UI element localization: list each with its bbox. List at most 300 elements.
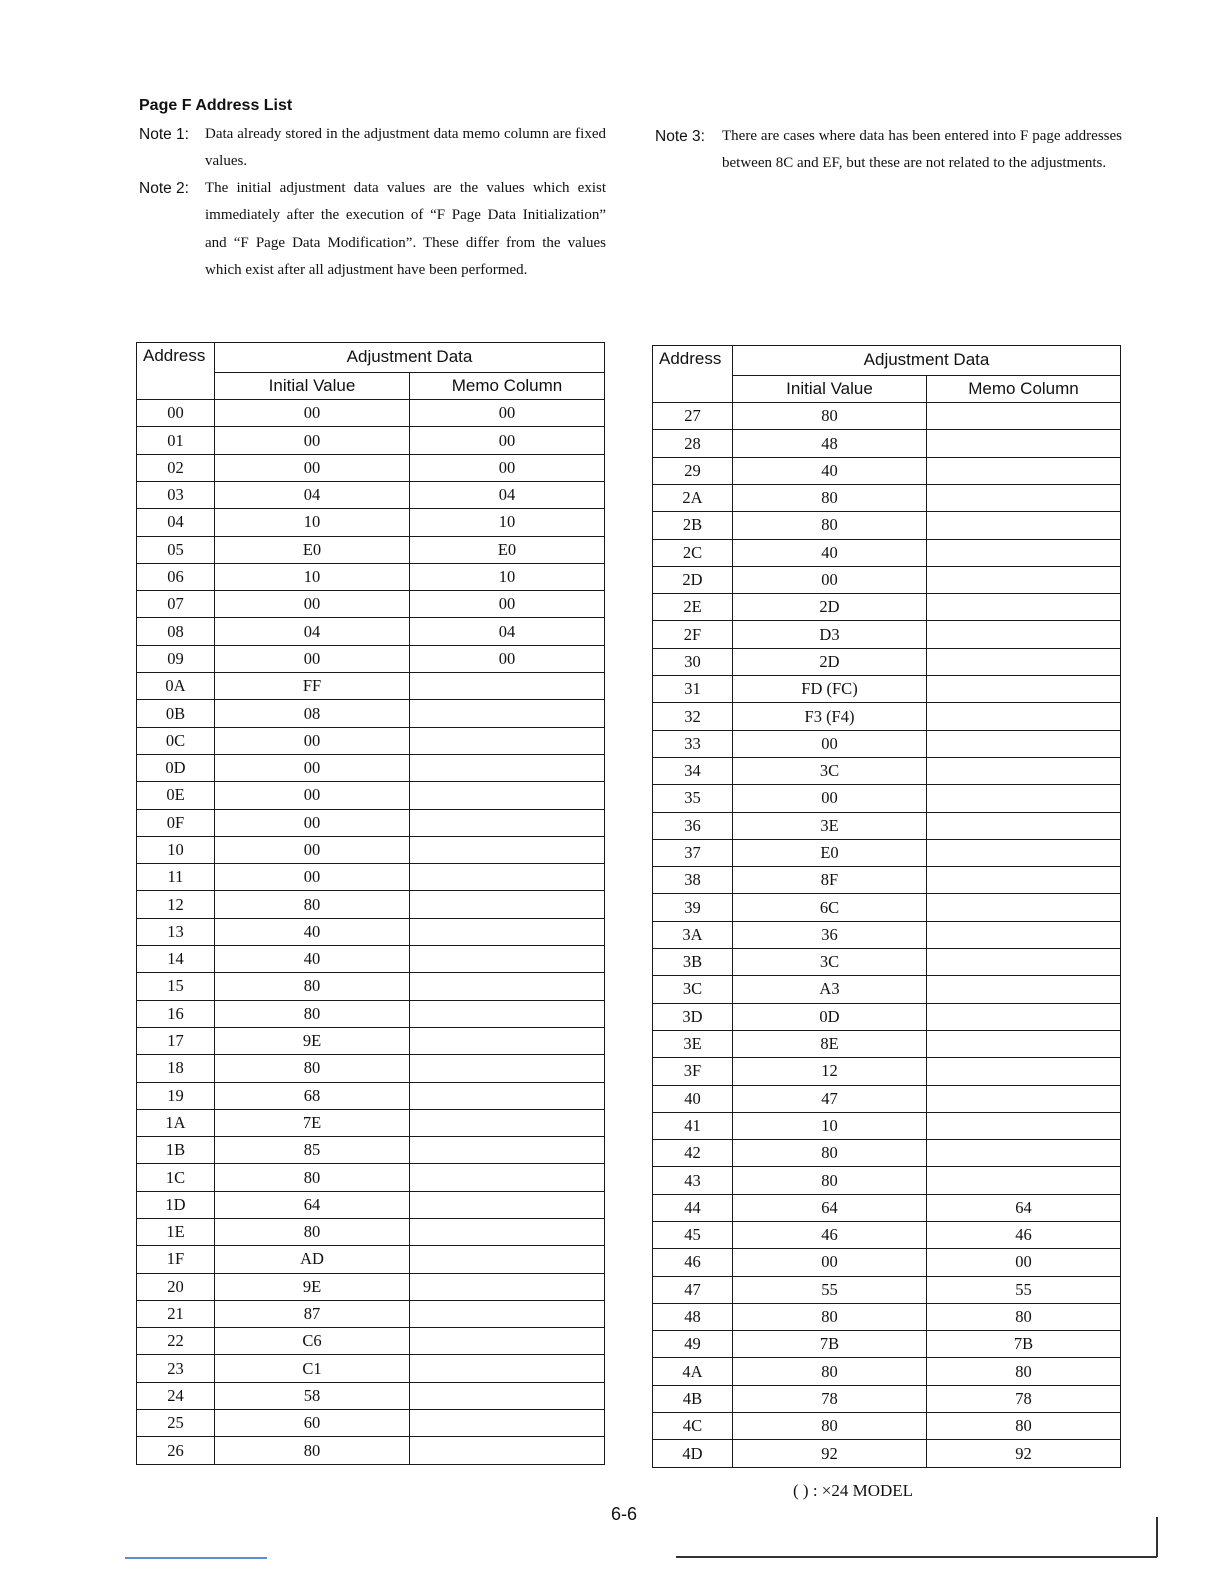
memo-cell [410,836,605,863]
memo-cell [927,594,1121,621]
initial-value-cell: 55 [733,1276,927,1303]
table-row [653,457,1121,484]
address-cell: 18 [137,1055,215,1082]
address-cell: 28 [653,430,733,457]
table-row [653,976,1121,1003]
memo-cell [410,1109,605,1136]
memo-cell [410,1137,605,1164]
address-header: Address [137,343,215,373]
address-cell: 0A [137,673,215,700]
table-row [653,867,1121,894]
address-table-left [136,342,605,1465]
memo-cell [927,839,1121,866]
memo-cell [410,891,605,918]
memo-cell: 92 [927,1440,1121,1467]
address-cell: 17 [137,1027,215,1054]
address-cell: 2B [653,512,733,539]
table-row [137,727,605,754]
initial-value-cell: FD (FC) [733,676,927,703]
initial-value-cell: 64 [733,1194,927,1221]
table-row [137,563,605,590]
memo-cell [927,894,1121,921]
initial-value-cell: 00 [733,785,927,812]
initial-value-cell: 80 [733,403,927,430]
memo-cell [927,566,1121,593]
initial-value-cell: 7E [215,1109,410,1136]
note-label: Note 1: [139,126,189,143]
memo-cell: 80 [927,1303,1121,1330]
initial-value-header: Initial Value [733,375,927,402]
address-cell: 46 [653,1249,733,1276]
address-cell: 2F [653,621,733,648]
table-row [653,430,1121,457]
table-row [653,1413,1121,1440]
table-row [137,946,605,973]
table-row [653,1167,1121,1194]
initial-value-cell: E0 [733,839,927,866]
address-cell: 45 [653,1222,733,1249]
address-cell: 08 [137,618,215,645]
address-header: Address [653,346,733,376]
address-cell: 07 [137,591,215,618]
memo-cell: 64 [927,1194,1121,1221]
address-cell: 34 [653,757,733,784]
initial-value-cell: 40 [215,918,410,945]
address-cell: 0F [137,809,215,836]
address-cell: 03 [137,481,215,508]
initial-value-cell: 00 [733,1249,927,1276]
scan-artifact-line [125,1557,267,1559]
table-row [137,618,605,645]
initial-value-cell: 80 [215,1219,410,1246]
initial-value-cell: FF [215,673,410,700]
memo-cell [927,812,1121,839]
address-cell: 10 [137,836,215,863]
table-row [653,757,1121,784]
initial-value-cell: 80 [733,1413,927,1440]
memo-cell [410,700,605,727]
table-row [653,1358,1121,1385]
address-cell: 30 [653,648,733,675]
address-cell: 22 [137,1328,215,1355]
memo-cell [410,1055,605,1082]
table-row [653,676,1121,703]
initial-value-cell: 00 [215,591,410,618]
memo-column-header: Memo Column [927,375,1121,402]
memo-cell [927,484,1121,511]
address-cell: 36 [653,812,733,839]
address-cell: 0E [137,782,215,809]
address-cell: 16 [137,1000,215,1027]
initial-value-cell: 10 [215,509,410,536]
initial-value-cell: 40 [733,539,927,566]
address-cell: 38 [653,867,733,894]
memo-cell [927,1167,1121,1194]
table-row [137,1246,605,1273]
table-row [653,1276,1121,1303]
initial-value-cell: 92 [733,1440,927,1467]
table-row [653,949,1121,976]
table-row [653,1003,1121,1030]
initial-value-cell: 9E [215,1273,410,1300]
table-row [653,512,1121,539]
table-row [137,1027,605,1054]
table-row [137,481,605,508]
table-row [653,621,1121,648]
address-cell: 35 [653,785,733,812]
initial-value-cell: 00 [215,782,410,809]
initial-value-cell: F3 (F4) [733,703,927,730]
memo-cell [410,809,605,836]
initial-value-cell: D3 [733,621,927,648]
initial-value-cell: 80 [733,1140,927,1167]
table-row [653,921,1121,948]
table-row [653,539,1121,566]
initial-value-cell: 80 [215,891,410,918]
memo-cell [927,676,1121,703]
memo-cell: 46 [927,1222,1121,1249]
memo-cell: 00 [410,427,605,454]
note-text: There are cases where data has been entered into F page addresses between 8C and EF, but these are not related to the adjustments. [722,128,1122,172]
table-row [137,591,605,618]
initial-value-cell: 40 [215,946,410,973]
memo-cell: 00 [410,591,605,618]
memo-cell [927,1112,1121,1139]
memo-cell [410,1219,605,1246]
initial-value-cell: 00 [215,645,410,672]
memo-cell: 80 [927,1358,1121,1385]
initial-value-cell: 40 [733,457,927,484]
memo-cell [927,1085,1121,1112]
memo-cell [410,973,605,1000]
table-row [653,894,1121,921]
table-row [653,730,1121,757]
memo-cell: E0 [410,536,605,563]
initial-value-cell: 80 [733,512,927,539]
table-row [137,427,605,454]
initial-value-cell: 04 [215,618,410,645]
memo-cell [927,976,1121,1003]
address-cell: 49 [653,1331,733,1358]
memo-cell [410,673,605,700]
memo-cell [410,1300,605,1327]
address-cell: 42 [653,1140,733,1167]
initial-value-header: Initial Value [215,372,410,399]
table-row [137,645,605,672]
initial-value-cell: 08 [215,700,410,727]
table-row [137,864,605,891]
memo-cell: 04 [410,481,605,508]
memo-cell [410,918,605,945]
memo-cell [927,785,1121,812]
memo-cell [410,1328,605,1355]
initial-value-cell: 48 [733,430,927,457]
initial-value-cell: 80 [215,973,410,1000]
address-cell: 12 [137,891,215,918]
note-1 [139,121,606,176]
address-cell: 2C [653,539,733,566]
table-row [137,1000,605,1027]
memo-cell [410,1027,605,1054]
initial-value-cell: 58 [215,1382,410,1409]
address-cell: 1F [137,1246,215,1273]
table-row [137,918,605,945]
memo-cell [927,949,1121,976]
address-cell: 11 [137,864,215,891]
memo-cell [410,782,605,809]
initial-value-cell: 68 [215,1082,410,1109]
initial-value-cell: 9E [215,1027,410,1054]
initial-value-cell: 80 [733,1358,927,1385]
table-row [653,1030,1121,1057]
memo-cell [927,730,1121,757]
address-cell: 14 [137,946,215,973]
table-row [653,566,1121,593]
memo-cell [410,1382,605,1409]
memo-cell [927,1058,1121,1085]
memo-cell [927,703,1121,730]
initial-value-cell: 8F [733,867,927,894]
initial-value-cell: 80 [733,1303,927,1330]
page-number: 6-6 [611,1504,638,1524]
address-cell: 3D [653,1003,733,1030]
memo-cell: 10 [410,563,605,590]
memo-cell [927,457,1121,484]
initial-value-cell: 00 [215,454,410,481]
initial-value-cell: 00 [215,400,410,427]
table-row [137,891,605,918]
note-2 [139,175,606,284]
address-cell: 48 [653,1303,733,1330]
table-row [653,403,1121,430]
address-cell: 15 [137,973,215,1000]
address-cell: 3B [653,949,733,976]
initial-value-cell: 3E [733,812,927,839]
memo-cell [927,1003,1121,1030]
table-row [653,594,1121,621]
table-row [137,700,605,727]
initial-value-cell: 10 [733,1112,927,1139]
address-cell: 4C [653,1413,733,1440]
table-row [137,673,605,700]
initial-value-cell: 00 [215,809,410,836]
table-row [137,400,605,427]
memo-cell [927,921,1121,948]
initial-value-cell: 80 [215,1000,410,1027]
memo-cell [410,1246,605,1273]
initial-value-cell: AD [215,1246,410,1273]
initial-value-cell: 10 [215,563,410,590]
table-row [137,1300,605,1327]
initial-value-cell: 80 [215,1437,410,1464]
memo-cell: 00 [410,400,605,427]
memo-cell [410,1000,605,1027]
memo-cell: 00 [410,645,605,672]
table-row [137,454,605,481]
address-table-right [652,345,1121,1468]
address-cell: 25 [137,1410,215,1437]
address-cell: 2D [653,566,733,593]
address-cell: 01 [137,427,215,454]
adjustment-data-header: Adjustment Data [733,346,1121,376]
table-row [137,1191,605,1218]
initial-value-cell: 3C [733,757,927,784]
initial-value-cell: C6 [215,1328,410,1355]
table-row [137,1355,605,1382]
table-row [653,1085,1121,1112]
page-title: Page F Address List [139,97,293,114]
table-row [137,782,605,809]
memo-cell [410,1273,605,1300]
initial-value-cell: 00 [215,754,410,781]
table-row [137,754,605,781]
memo-cell [927,1030,1121,1057]
address-cell: 2A [653,484,733,511]
initial-value-cell: A3 [733,976,927,1003]
address-cell: 23 [137,1355,215,1382]
table-row [137,1382,605,1409]
address-cell: 2E [653,594,733,621]
memo-cell [410,1191,605,1218]
address-cell: 21 [137,1300,215,1327]
memo-cell: 78 [927,1385,1121,1412]
address-cell: 26 [137,1437,215,1464]
address-cell: 43 [653,1167,733,1194]
initial-value-cell: E0 [215,536,410,563]
initial-value-cell: 2D [733,594,927,621]
initial-value-cell: 46 [733,1222,927,1249]
note-label: Note 2: [139,180,189,197]
table-row [653,1249,1121,1276]
table-row [653,812,1121,839]
table-row [137,1164,605,1191]
table-row [653,785,1121,812]
memo-cell: 80 [927,1413,1121,1440]
table-row [137,1437,605,1464]
address-cell: 3C [653,976,733,1003]
table-row [653,484,1121,511]
initial-value-cell: 8E [733,1030,927,1057]
initial-value-cell: 80 [733,484,927,511]
table-row [653,703,1121,730]
address-cell: 37 [653,839,733,866]
crop-mark-line [676,1556,1157,1558]
memo-cell [410,864,605,891]
note-text: The initial adjustment data values are the values which exist immediately after the execution of “F Page Data Initialization” and “F Page Data Modification”. These differ from the values which exist after all adjustment have been performed. [205,180,606,278]
memo-cell [927,539,1121,566]
address-cell: 4A [653,1358,733,1385]
initial-value-cell: 00 [215,427,410,454]
initial-value-cell: 00 [733,566,927,593]
initial-value-cell: 0D [733,1003,927,1030]
table-row [137,1273,605,1300]
adjustment-data-header: Adjustment Data [215,343,605,373]
memo-cell: 7B [927,1331,1121,1358]
table-row [137,836,605,863]
memo-cell: 04 [410,618,605,645]
address-cell: 20 [137,1273,215,1300]
memo-cell [410,946,605,973]
initial-value-cell: 2D [733,648,927,675]
memo-cell: 55 [927,1276,1121,1303]
memo-cell [410,727,605,754]
address-cell: 1A [137,1109,215,1136]
address-cell: 0B [137,700,215,727]
address-cell: 4B [653,1385,733,1412]
note-label: Note 3: [655,128,705,145]
address-cell: 47 [653,1276,733,1303]
initial-value-cell: 7B [733,1331,927,1358]
initial-value-cell: 00 [215,864,410,891]
address-cell: 1E [137,1219,215,1246]
memo-column-header: Memo Column [410,372,605,399]
table-row [653,1331,1121,1358]
address-cell: 13 [137,918,215,945]
table-row [137,1137,605,1164]
address-header-blank [653,375,733,402]
initial-value-cell: 00 [215,727,410,754]
address-cell: 24 [137,1382,215,1409]
table-row [653,1112,1121,1139]
initial-value-cell: 36 [733,921,927,948]
table-row [653,648,1121,675]
model-footnote: ( ) : ×24 MODEL [793,1481,914,1500]
address-cell: 3A [653,921,733,948]
memo-cell: 10 [410,509,605,536]
memo-cell [410,1437,605,1464]
address-cell: 04 [137,509,215,536]
memo-cell [927,867,1121,894]
initial-value-cell: 85 [215,1137,410,1164]
crop-mark-tick [1156,1517,1158,1557]
table-row [653,1194,1121,1221]
initial-value-cell: 80 [215,1164,410,1191]
initial-value-cell: 78 [733,1385,927,1412]
table-row [137,1410,605,1437]
table-row [137,1328,605,1355]
address-cell: 27 [653,403,733,430]
address-cell: 31 [653,676,733,703]
address-cell: 02 [137,454,215,481]
note-3 [655,123,1122,178]
initial-value-cell: 00 [215,836,410,863]
address-cell: 29 [653,457,733,484]
address-cell: 06 [137,563,215,590]
memo-cell: 00 [927,1249,1121,1276]
table-row [653,1303,1121,1330]
address-cell: 05 [137,536,215,563]
table-row [653,1058,1121,1085]
address-cell: 0D [137,754,215,781]
table-row [137,973,605,1000]
initial-value-cell: 87 [215,1300,410,1327]
address-cell: 19 [137,1082,215,1109]
address-cell: 44 [653,1194,733,1221]
memo-cell [927,512,1121,539]
table-row [137,1082,605,1109]
address-cell: 32 [653,703,733,730]
memo-cell [410,754,605,781]
address-cell: 41 [653,1112,733,1139]
table-row [137,1219,605,1246]
table-row [653,1385,1121,1412]
initial-value-cell: 80 [733,1167,927,1194]
address-cell: 1D [137,1191,215,1218]
memo-cell [410,1355,605,1382]
memo-cell [410,1410,605,1437]
address-cell: 00 [137,400,215,427]
initial-value-cell: 64 [215,1191,410,1218]
